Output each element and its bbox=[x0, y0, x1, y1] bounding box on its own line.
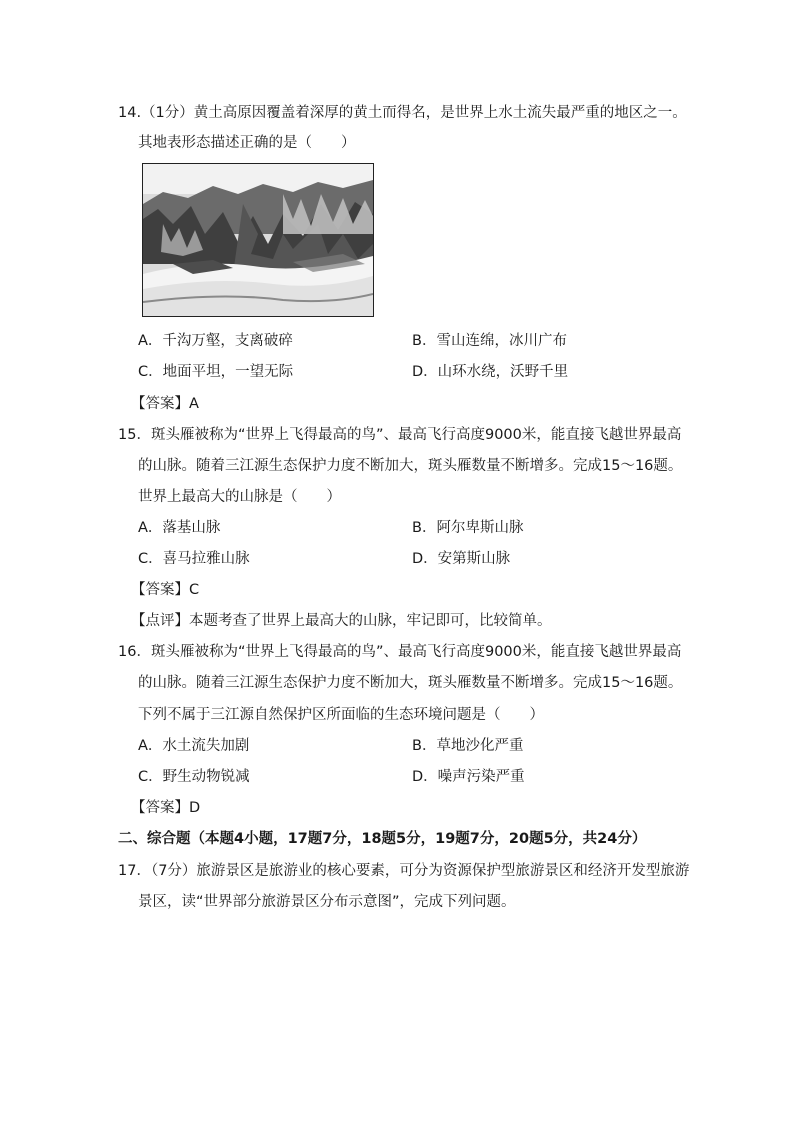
q17-stem-line1: 17．（7分）旅游景区是旅游业的核心要素，可分为资源保护型旅游景区和经济开发型旅游 bbox=[118, 863, 690, 879]
q15-stem-line3: 世界上最高大的山脉是（ ） bbox=[138, 489, 341, 505]
q14-option-b: B．雪山连绵，冰川广布 bbox=[412, 333, 567, 349]
loess-plateau-photo bbox=[142, 163, 374, 317]
section2-heading: 二、综合题（本题4小题，17题7分，18题5分，19题7分，20题5分，共24分） bbox=[118, 831, 647, 847]
q16-option-d: D．噪声污染严重 bbox=[412, 769, 525, 785]
q15-stem-line1: 15．斑头雁被称为“世界上飞得最高的鸟”、最高飞行高度9000米，能直接飞越世界最高 bbox=[118, 427, 682, 443]
q14-stem-line2: 其地表形态描述正确的是（ ） bbox=[138, 135, 356, 151]
q16-stem-line1: 16．斑头雁被称为“世界上飞得最高的鸟”、最高飞行高度9000米，能直接飞越世界最高 bbox=[118, 644, 682, 660]
q14-answer: 【答案】A bbox=[131, 396, 199, 412]
q15-comment: 【点评】本题考查了世界上最高大的山脉，牢记即可，比较简单。 bbox=[131, 613, 552, 629]
q15-option-d: D．安第斯山脉 bbox=[412, 551, 511, 567]
q16-stem-line3: 下列不属于三江源自然保护区所面临的生态环境问题是（ ） bbox=[138, 707, 544, 723]
q17-stem-line2: 景区，读“世界部分旅游景区分布示意图”，完成下列问题。 bbox=[138, 894, 516, 910]
q14-option-c: C．地面平坦，一望无际 bbox=[138, 364, 294, 380]
q15-option-b: B．阿尔卑斯山脉 bbox=[412, 520, 524, 536]
q14-option-a: A．千沟万壑，支离破碎 bbox=[138, 333, 293, 349]
q14-stem-line1: 14.（1分）黄土高原因覆盖着深厚的黄土而得名，是世界上水土流失最严重的地区之一。 bbox=[118, 105, 687, 121]
q16-answer: 【答案】D bbox=[131, 800, 201, 816]
q15-option-a: A．落基山脉 bbox=[138, 520, 221, 536]
q14-option-d: D．山环水绕，沃野千里 bbox=[412, 364, 569, 380]
q16-option-c: C．野生动物锐减 bbox=[138, 769, 250, 785]
q16-option-b: B．草地沙化严重 bbox=[412, 738, 524, 754]
q16-option-a: A．水土流失加剧 bbox=[138, 738, 250, 754]
q15-stem-line2: 的山脉。随着三江源生态保护力度不断加大，斑头雁数量不断增多。完成15～16题。 bbox=[138, 458, 683, 474]
q15-option-c: C．喜马拉雅山脉 bbox=[138, 551, 250, 567]
q15-answer: 【答案】C bbox=[131, 582, 200, 598]
q16-stem-line2: 的山脉。随着三江源生态保护力度不断加大，斑头雁数量不断增多。完成15～16题。 bbox=[138, 675, 683, 691]
